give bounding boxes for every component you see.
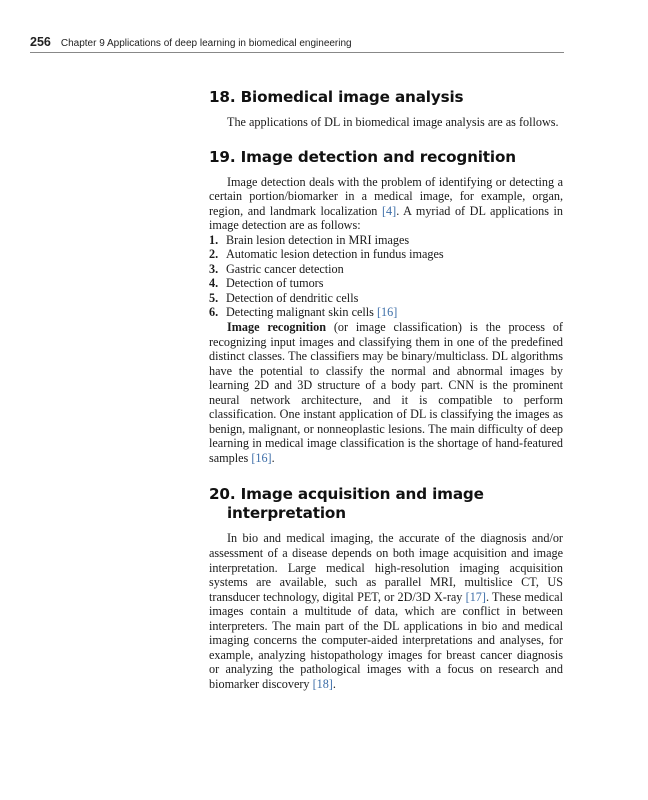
detection-list — [209, 233, 563, 320]
list-text: Detection of tumors — [226, 276, 324, 291]
page-number: 256 — [30, 35, 51, 49]
section-20 — [209, 485, 563, 691]
paragraph-text: Image detection deals with the problem of identifying or detecting a certain portion/biomarker in a medical image, for example, organ, region, and landmark localization — [209, 174, 563, 218]
list-text: Detection of dendritic cells — [226, 290, 359, 305]
paragraph: The applications of DL in biomedical image analysis are as follows. — [227, 115, 559, 129]
heading-line: 20. Image acquisition and image — [209, 485, 484, 504]
paragraph-text: . A myriad of DL applications in image detection are as follows: — [209, 203, 563, 233]
list-text: Automatic lesion detection in fundus images — [226, 247, 444, 262]
paragraph-text: (or image classification) is the process of recognizing input images and classifying them in one of the predefined distinct classes. The classifiers may be binary/multiclass. DL algorithms have the potential to classify the normal and abnormal images by learning 2D and 3D structure of a body part. CNN is the prominent neural network architecture, and it is compatible to perform classification. One instant application of DL is classifying the images as benign, malignant, or nonneoplastic lesions. The main difficulty of deep learning in medical image classification is the shortage of hand-featured samples — [209, 320, 563, 465]
section-heading — [209, 485, 563, 523]
list-item — [209, 291, 563, 306]
list-text: Brain lesion detection in MRI images — [226, 232, 410, 247]
list-number: 3. — [209, 261, 219, 276]
page-body — [209, 88, 563, 712]
citation-link[interactable]: [16] — [251, 450, 272, 465]
list-item — [209, 247, 563, 262]
citation-link[interactable]: [16] — [376, 305, 398, 320]
list-item — [209, 276, 563, 291]
heading-line: interpretation — [227, 504, 346, 523]
list-item — [209, 262, 563, 277]
list-number: 5. — [209, 290, 219, 305]
paragraph-text: . — [332, 676, 336, 691]
section-heading: 18. Biomedical image analysis — [209, 88, 464, 106]
citation-link[interactable]: [4] — [381, 203, 397, 218]
list-text: Gastric cancer detection — [226, 261, 344, 276]
section-heading: 19. Image detection and recognition — [209, 147, 516, 166]
chapter-title: Chapter 9 Applications of deep learning in biomedical engineering — [60, 38, 352, 49]
list-item — [209, 305, 563, 320]
list-number: 1. — [209, 232, 219, 247]
list-number: 4. — [209, 276, 219, 291]
list-text: Detecting malignant skin cells — [226, 305, 377, 320]
term-bold: Image recognition — [227, 320, 327, 335]
paragraph-text: In bio and medical imaging, the accurate of the diagnosis and/or assessment of a disease depends on both image acquisition and image interpretation. Large medical high-resolution imaging acquisition systems are available, such as parallel MRI, multislice CT, US transducer technology, digital PET, or 2D/3D X-ray — [209, 531, 563, 604]
section-18 — [209, 88, 563, 130]
list-item — [209, 233, 563, 248]
paragraph — [209, 175, 563, 233]
section-19 — [209, 148, 563, 466]
running-head — [30, 35, 564, 53]
list-number: 6. — [209, 305, 219, 320]
citation-link[interactable]: [18] — [312, 676, 333, 691]
paragraph-text: . These medical images contain a multitude of data, which are conflict in between interpreters. The main part of the DL applications in bio and medical imaging concerns the computer-aided interpretations and analyses, for example, analyzing histopathology images for breast cancer diagnosis or analyzing the pathological images with a focus on research and biomarker discovery — [209, 589, 563, 691]
list-number: 2. — [209, 247, 219, 262]
citation-link[interactable]: [17] — [465, 589, 486, 604]
paragraph-text: . — [271, 450, 275, 465]
paragraph — [209, 320, 563, 465]
paragraph — [209, 531, 563, 691]
